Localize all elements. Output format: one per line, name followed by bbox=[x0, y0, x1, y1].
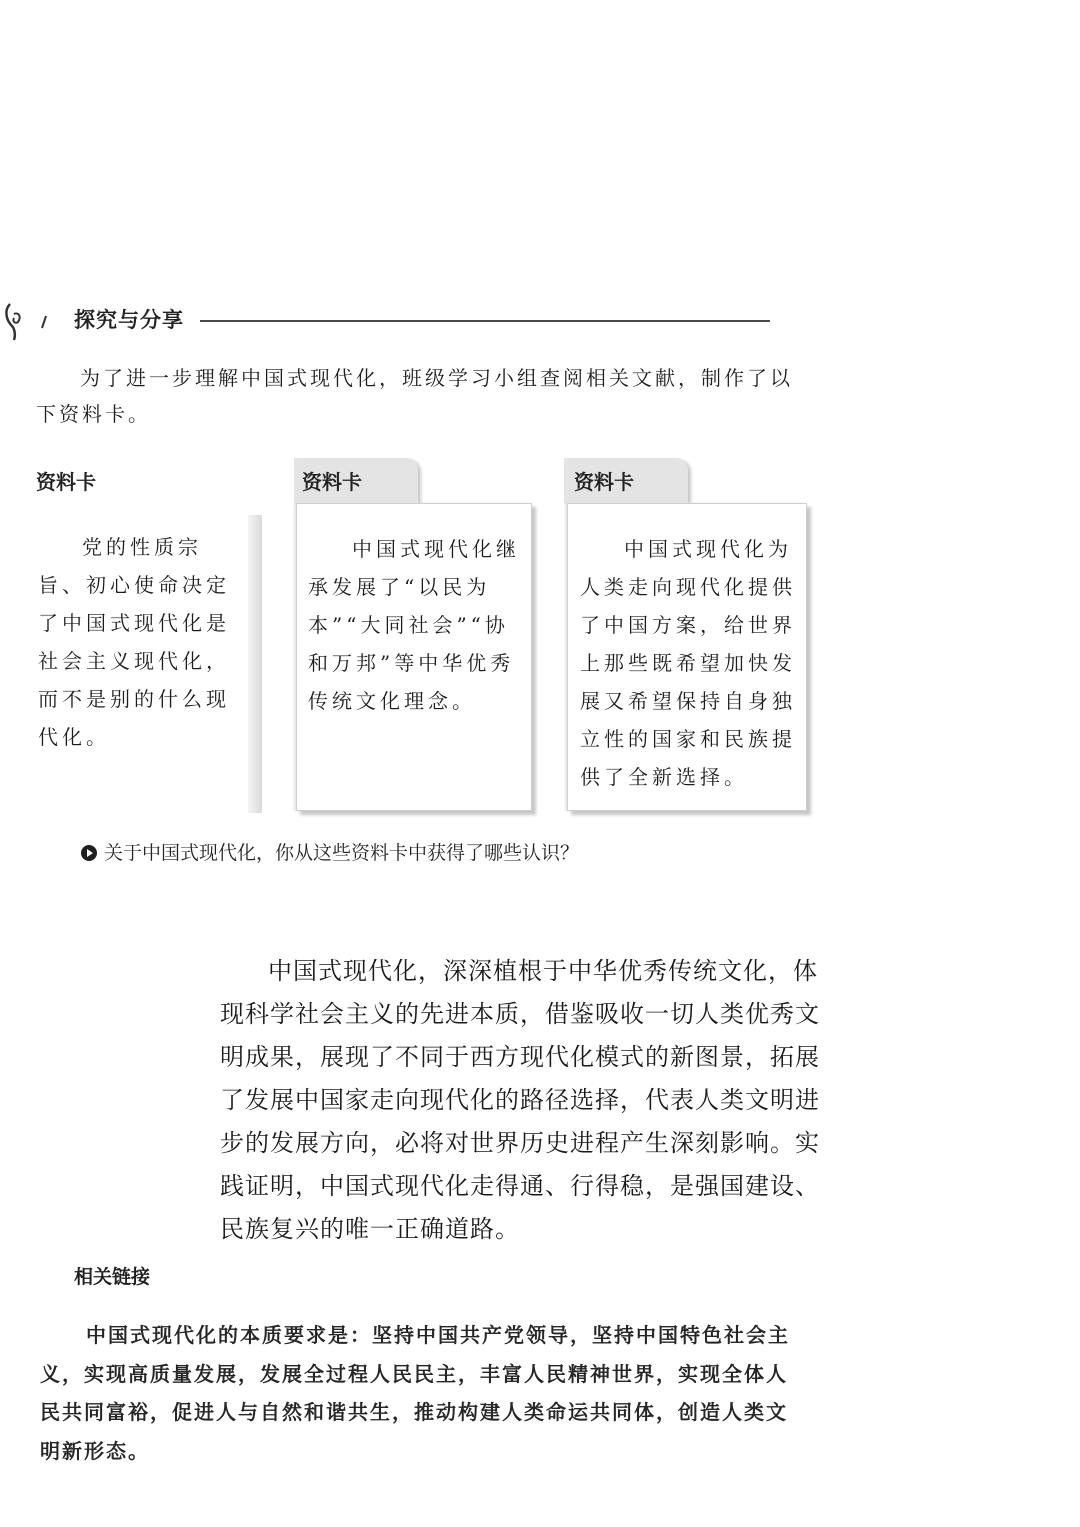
section-title: 探究与分享 bbox=[74, 308, 184, 332]
card-2-text: 中国式现代化继承发展了“以民为本”“大同社会”“协和万邦”等中华优秀传统文化理念。 bbox=[308, 537, 520, 713]
intro-paragraph: 为了进一步理解中国式现代化，班级学习小组查阅相关文献，制作了以下资料卡。 bbox=[36, 366, 793, 426]
card-1-title: 资料卡 bbox=[36, 470, 96, 494]
section-header bbox=[0, 296, 790, 344]
related-title: 相关链接 bbox=[74, 1266, 151, 1288]
explore-icon bbox=[0, 296, 60, 344]
card-3-title: 资料卡 bbox=[574, 470, 634, 494]
card-1-text: 党的性质宗旨、初心使命决定了中国式现代化是社会主义现代化，而不是别的什么现代化。 bbox=[38, 535, 230, 749]
card-2-title: 资料卡 bbox=[302, 470, 362, 494]
play-circle-icon bbox=[80, 844, 98, 862]
answer-paragraph: 中国式现代化，深深植根于中华优秀传统文化，体现科学社会主义的先进本质，借鉴吸收一切人类优秀文明成果，展现了不同于西方现代化模式的新图景，拓展了发展中国家走向现代化的路径选择，代表人类文明进步的发展方向，必将对世界历史进程产生深刻影响。实践证明，中国式现代化走得通、行得稳，是强国建设、民族复兴的唯一正确道路。 bbox=[220, 957, 820, 1243]
card-1-edge bbox=[248, 515, 262, 813]
card-3-text: 中国式现代化为人类走向现代化提供了中国方案，给世界上那些既希望加快发展又希望保持自身独立性的国家和民族提供了全新选择。 bbox=[580, 537, 796, 789]
question bbox=[80, 838, 579, 865]
question-text: 关于中国式现代化，你从这些资料卡中获得了哪些认识？ bbox=[104, 842, 580, 864]
related-body: 中国式现代化的本质要求是：坚持中国共产党领导，坚持中国特色社会主义，实现高质量发展，发展全过程人民民主，丰富人民精神世界，实现全体人民共同富裕，促进人与自然和谐共生，推动构建人类命运共同体，创造人类文明新形态。 bbox=[40, 1323, 790, 1463]
section-divider bbox=[200, 320, 770, 322]
